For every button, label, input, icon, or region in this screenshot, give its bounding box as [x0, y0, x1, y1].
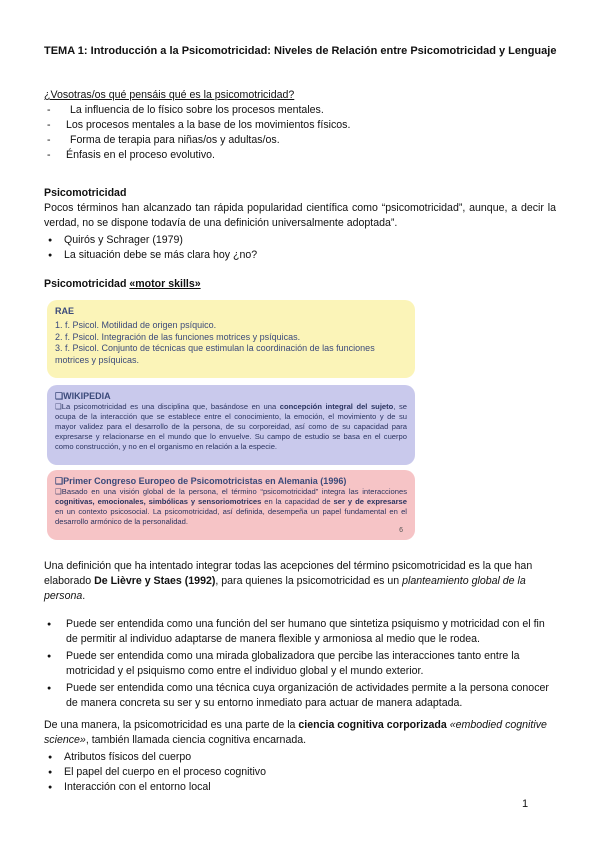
list-item: ● Puede ser entendida como una función del ser humano que sintetiza psiquismo y motricidad con el fin de permitir al individuo adaptarse de manera flexible y armoniosa al medio que le rodea.	[44, 617, 556, 647]
list-item: ● Atributos físicos del cuerpo	[44, 750, 266, 765]
heading-underlined: «motor skills»	[129, 278, 201, 290]
wiki-title: ❑WIKIPEDIA	[55, 391, 111, 401]
list-item: - Forma de terapia para niñas/os y adultas/os.	[44, 133, 350, 148]
section-heading-psicomotricidad: Psicomotricidad	[44, 187, 127, 199]
congress-text: ❑Basado en una visión global de la persona, el término “psicomotricidad” integra las interacciones cognitivas, emocionales, simbólicas y sensoriomotrices en la capacidad de ser y de expresarse en un contexto psicosocial. La psicomotricidad, así definida, desempeña un papel fundamental en el desarrollo armónico de la personalidad.	[55, 487, 407, 526]
question-list	[44, 103, 350, 163]
rae-line: 3. f. Psicol. Conjunto de técnicas que estimulan la coordinación de las funciones motrices y psíquicas.	[55, 343, 375, 365]
definition-bullets	[44, 617, 556, 713]
wikipedia-definition-box	[47, 385, 415, 465]
list-item: - La influencia de lo físico sobre los procesos mentales.	[44, 103, 350, 118]
list-item: ● La situación debe se más clara hoy ¿no?	[44, 248, 257, 263]
section-bullets	[44, 233, 257, 263]
definition-paragraph: Una definición que ha intentado integrar todas las acepciones del término psicomotricidad es la que han elaborado De Lièvre y Staes (1992), para quienes la psicomotricidad es un planteamiento global de la persona.	[44, 560, 533, 602]
list-item: - Énfasis en el proceso evolutivo.	[44, 148, 350, 163]
list-item: - Los procesos mentales a la base de los movimientos físicos.	[44, 118, 350, 133]
section-heading-motor-skills	[44, 277, 201, 292]
embodied-paragraph: De una manera, la psicomotricidad es una parte de la ciencia cognitiva corporizada «embodied cognitive science», también llamada ciencia cognitiva encarnada.	[44, 719, 547, 746]
congress-definition-box	[47, 470, 415, 540]
list-item: ● Quirós y Schrager (1979)	[44, 233, 257, 248]
rae-line: 2. f. Psicol. Integración de las funciones motrices y psíquicas.	[55, 331, 301, 342]
list-item: ● Puede ser entendida como una técnica cuya organización de actividades permite a la persona conocer de manera concreta su ser y su entorno inmediato para actuar de manera adaptada.	[44, 681, 556, 711]
page-title: TEMA 1: Introducción a la Psicomotricidad: Niveles de Relación entre Psicomotricidad y Lenguaje	[44, 45, 557, 57]
list-item: ● Puede ser entendida como una mirada globalizadora que percibe las interacciones tanto entre la motricidad y el psiquismo como entre el individuo global y el mundo exterior.	[44, 649, 556, 679]
section-paragraph: Pocos términos han alcanzado tan rápida popularidad científica como “psicomotricidad”, aunque, a decir la verdad, no se dispone todavía de una definición universalmente adoptada”.	[44, 202, 556, 229]
list-item: ● El papel del cuerpo en el proceso cognitivo	[44, 765, 266, 780]
heading-prefix: Psicomotricidad	[44, 278, 130, 290]
page-number: 1	[522, 798, 529, 810]
rae-title: RAE	[55, 306, 75, 316]
rae-line: 1. f. Psicol. Motilidad de origen psíquico.	[55, 320, 217, 330]
slide-number: 6	[399, 527, 403, 534]
list-item: ● Interacción con el entorno local	[44, 780, 266, 795]
congress-title: ❑Primer Congreso Europeo de Psicomotricistas en Alemania (1996)	[55, 476, 347, 486]
wiki-text: ❑La psicomotricidad es una disciplina que, basándose en una concepción integral del sujeto, se ocupa de la interacción que se establece entre el conocimiento, la emoción, el movimiento y de su mayor validez para el desarrollo de la persona, de su corporeidad, así como de su capacidad para expresarse y relacionarse en el mundo que lo envuelve. Su campo de estudio se basa en el cuerpo como construcción, y no en el organismo en relación a la especie.	[55, 402, 407, 451]
rae-definition-box	[47, 300, 415, 378]
question-heading: ¿Vosotras/os qué pensáis qué es la psicomotricidad?	[44, 89, 295, 101]
embodied-bullets	[44, 750, 266, 795]
